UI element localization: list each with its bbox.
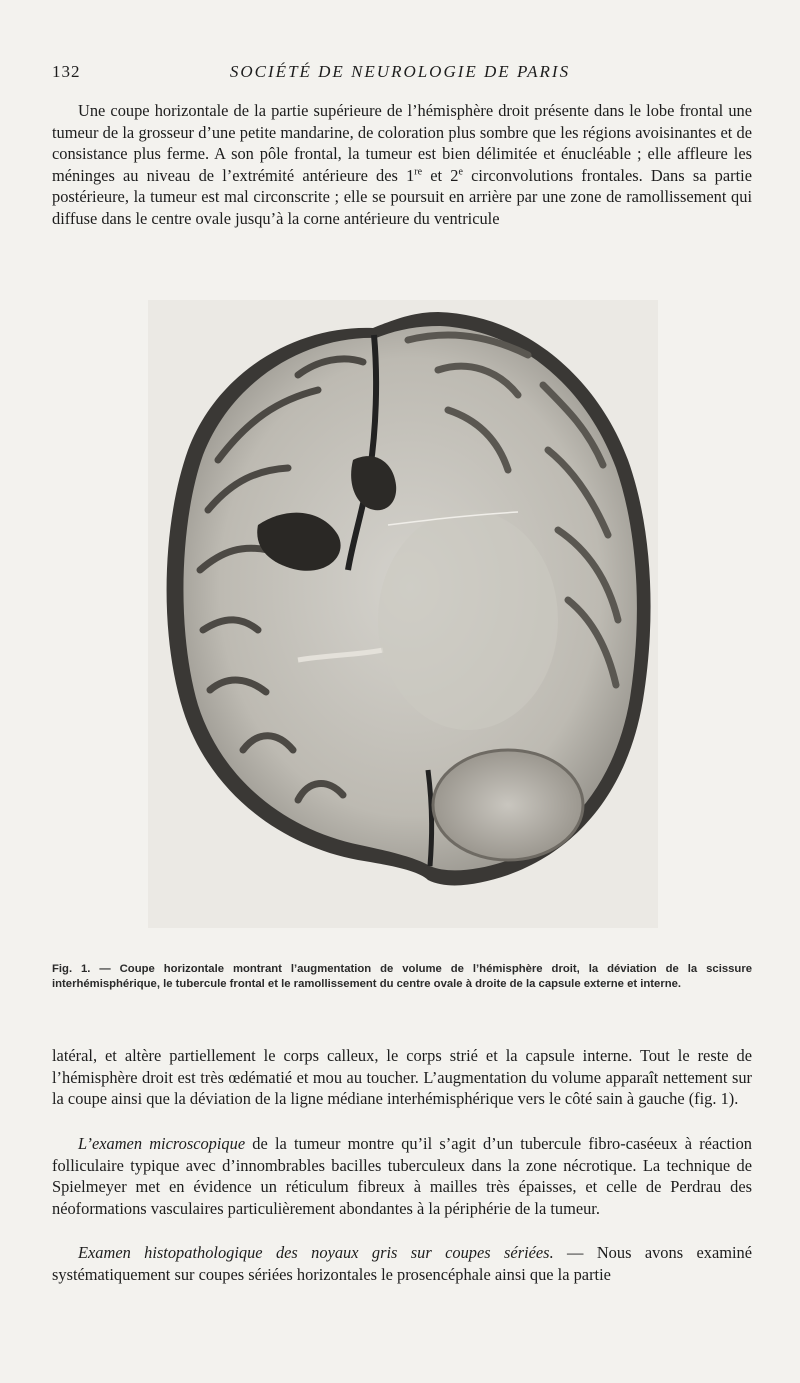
- paragraph-3-text: de la tumeur montre qu’il s’agit d’un tubercule fibro-caséeux à réaction folliculaire typique avec d’innombrables bacilles tuberculeux dans la zone nécrotique. La technique de Spielmeyer met en évidence un réticulum fibreux à mailles très épaisses, et celle de Perdrau des néoformations vasculaires particulièrement abondantes à la périphérie de la tumeur.: [52, 1134, 752, 1218]
- paragraph-1-text-b: et 2: [422, 165, 459, 185]
- brain-section-image: [148, 300, 658, 928]
- figure-caption: [52, 962, 752, 991]
- figure-label: Fig. 1. —: [52, 963, 111, 975]
- paragraph-4-text: — Nous avons examiné systématiquement sur coupes sériées horizontales le prosencéphale ainsi que la partie: [52, 1243, 752, 1284]
- body-paragraph-4: [52, 1242, 752, 1285]
- paragraph-4-lead: Examen histopathologique des noyaux gris sur coupes sériées.: [78, 1243, 554, 1262]
- body-paragraph-3: [52, 1133, 752, 1219]
- paragraph-1-text-a: Une coupe horizontale de la partie supérieure de l’hémisphère droit présente dans le lobe frontal une tumeur de la grosseur d’une petite mandarine, de coloration plus sombre que les régions avoisinantes et de consistance plus ferme. A son pôle frontal, la tumeur est bien délimitée et énucléable ; elle affleure les méninges au niveau de l’extrémité antérieure des 1: [52, 101, 752, 185]
- body-paragraph-1: [52, 100, 752, 230]
- paragraph-3-lead: L’examen microscopique: [78, 1134, 246, 1153]
- paragraph-2-text: latéral, et altère partiellement le corps calleux, le corps strié et la capsule interne. Tout le reste de l’hémisphère droit est très œdématié et mou au toucher. L’augmentation du volume apparaît nettement sur la coupe ainsi que la déviation de la ligne médiane interhémisphérique vers le côté sain à gauche (fig. 1).: [52, 1046, 752, 1109]
- page-number: 132: [52, 62, 81, 81]
- body-paragraph-2: [52, 1045, 752, 1110]
- running-title: SOCIÉTÉ DE NEUROLOGIE DE PARIS: [229, 62, 571, 81]
- page-header: [52, 62, 748, 86]
- superscript-e: e: [458, 166, 463, 178]
- superscript-re: re: [414, 166, 423, 178]
- figure-caption-text: Coupe horizontale montrant l’augmentation de volume de l’hémisphère droit, la déviation de la scissure interhémisphérique, le tubercule frontal et le ramollissement du centre ovale à droite de la capsule externe et interne.: [52, 963, 752, 990]
- paragraph-1-text-c: circonvolutions frontales. Dans sa partie postérieure, la tumeur est mal circonscrite ; elle se poursuit en arrière par une zone de ramollissement qui diffuse dans le centre ovale jusqu’à la corne antérieure du ventricule: [52, 165, 752, 228]
- brain-section-figure: [148, 300, 658, 928]
